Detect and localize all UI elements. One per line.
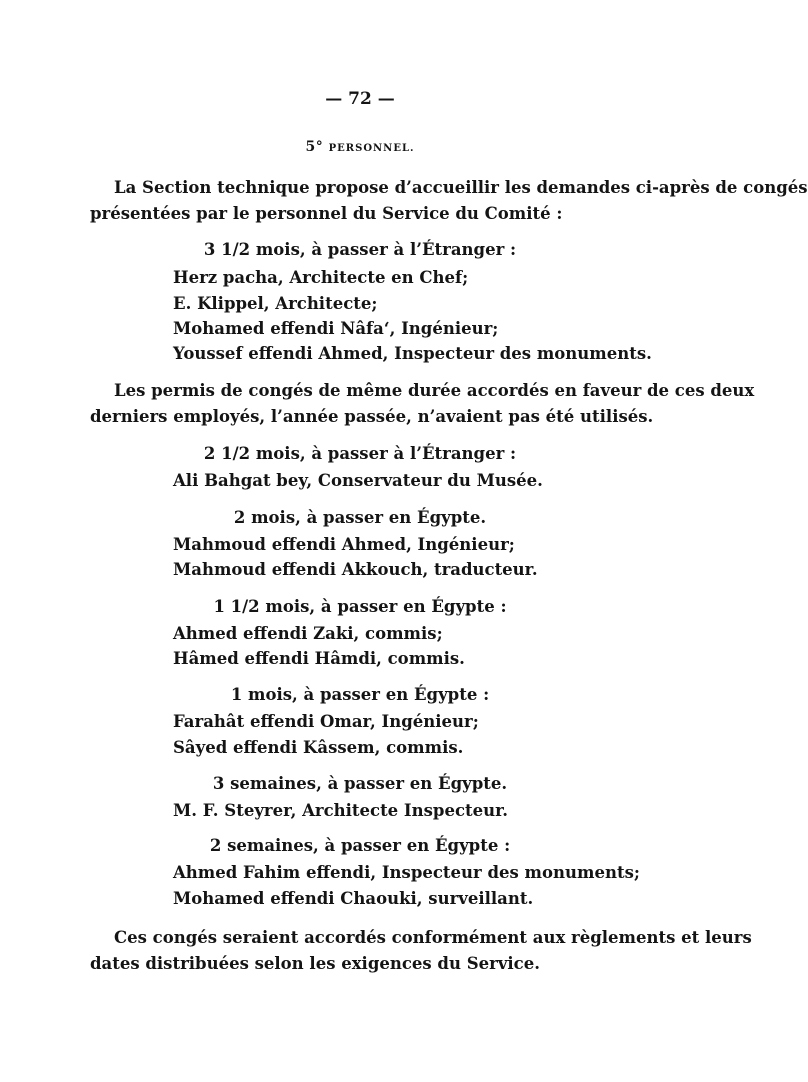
middle-paragraph-line-1: Les permis de congés de même durée accordés en faveur de ces deux xyxy=(114,381,755,400)
leave-group-1-item-4: Youssef effendi Ahmed, Inspecteur des monuments. xyxy=(173,344,652,363)
leave-group-heading-1: 3 1/2 mois, à passer à l’Étranger : xyxy=(203,240,517,259)
intro-paragraph-line-2: présentées par le personnel du Service du Comité : xyxy=(90,204,563,223)
section-title: PERSONNEL. xyxy=(328,143,415,154)
closing-paragraph-line-2: dates distribuées selon les exigences du Service. xyxy=(90,954,540,973)
leave-group-1-item-2: E. Klippel, Architecte; xyxy=(173,294,378,313)
leave-group-3-item-2: Mahmoud effendi Akkouch, traducteur. xyxy=(173,560,538,579)
leave-group-4-item-1: Ahmed effendi Zaki, commis; xyxy=(173,624,443,643)
section-number: 5° xyxy=(305,139,324,155)
leave-group-4-item-2: Hâmed effendi Hâmdi, commis. xyxy=(173,649,465,668)
leave-group-2-item-1: Ali Bahgat bey, Conservateur du Musée. xyxy=(173,471,543,490)
leave-group-5-item-2: Sâyed effendi Kâssem, commis. xyxy=(173,738,464,757)
leave-group-6-item-1: M. F. Steyrer, Architecte Inspecteur. xyxy=(173,801,509,820)
leave-group-1-item-1: Herz pacha, Architecte en Chef; xyxy=(173,268,469,287)
leave-group-7-item-2: Mohamed effendi Chaouki, surveillant. xyxy=(173,889,534,908)
leave-group-heading-6: 3 semaines, à passer en Égypte. xyxy=(212,774,508,793)
leave-group-heading-7: 2 semaines, à passer en Égypte : xyxy=(209,836,511,855)
intro-paragraph-line-1: La Section technique propose d’accueillir les demandes ci-après de congés xyxy=(114,178,808,197)
middle-paragraph-line-2: derniers employés, l’année passée, n’avaient pas été utilisés. xyxy=(90,407,654,426)
leave-group-5-item-1: Farahât effendi Omar, Ingénieur; xyxy=(173,712,479,731)
leave-group-heading-4: 1 1/2 mois, à passer en Égypte : xyxy=(213,597,507,616)
leave-group-3-item-1: Mahmoud effendi Ahmed, Ingénieur; xyxy=(173,535,515,554)
leave-group-heading-2: 2 1/2 mois, à passer à l’Étranger : xyxy=(203,444,517,463)
leave-group-heading-3: 2 mois, à passer en Égypte. xyxy=(233,508,487,527)
leave-group-1-item-3: Mohamed effendi Nâfa‘, Ingénieur; xyxy=(173,319,499,338)
section-heading xyxy=(0,136,720,160)
leave-group-7-item-1: Ahmed Fahim effendi, Inspecteur des monuments; xyxy=(173,863,640,882)
leave-group-heading-5: 1 mois, à passer en Égypte : xyxy=(230,685,490,704)
closing-paragraph-line-1: Ces congés seraient accordés conformément aux règlements et leurs xyxy=(114,928,752,947)
page-number: — 72 — xyxy=(325,89,395,109)
